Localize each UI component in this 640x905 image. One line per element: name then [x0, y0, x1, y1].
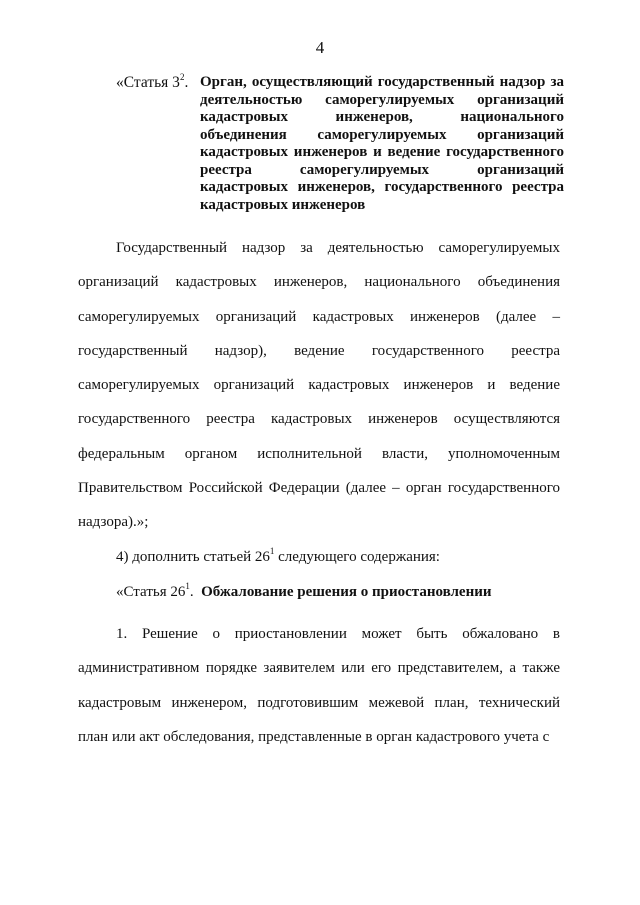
article-26-1-label-suffix: .	[189, 584, 194, 600]
article-3-2-label	[116, 71, 200, 214]
amendment-4-prefix: 4) дополнить статьей 26	[116, 549, 270, 565]
article-3-2-label-sup: 2	[179, 71, 185, 82]
article-3-2-title: Орган, осуществляющий государственный надзор за деятельностью саморегулируемых организаций кадастровых инженеров, национального объединения саморегулируемых организаций кадастровых инженеров и ведение государственного реестра саморегулируемых организаций кадастровых инженеров, государственного реестра кадастровых инженеров	[200, 74, 564, 213]
article-26-1-label-prefix: «Статья 26	[116, 584, 186, 600]
article-3-2-label-prefix: «Статья 3	[116, 74, 180, 91]
amendment-4	[78, 540, 560, 574]
article-3-2-label-suffix: .	[184, 74, 189, 91]
article-26-1-label-sup: 1	[185, 581, 190, 591]
article-3-2-body: Государственный надзор за деятельностью саморегулируемых организаций кадастровых инженеров, национального объединения саморегулируемых организаций кадастровых инженеров (далее – государственный надзор), ведение государственного реестра саморегулируемых организаций кадастровых инженеров и ведение государственного реестра кадастровых инженеров осуществляются федеральным органом исполнительной власти, уполномоченным Правительством Российской Федерации (далее – орган государственного надзора).»;	[78, 240, 560, 531]
article-26-1-item-1: 1. Решение о приостановлении может быть обжаловано в административном порядке заявителем или его представителем, а также кадастровым инженером, подготовившим межевой план, технический план или акт обследования, представленные в орган кадастрового учета с	[78, 626, 560, 745]
article-3-2-heading	[116, 71, 564, 214]
amendment-4-suffix: следующего содержания:	[274, 549, 440, 565]
amendment-4-sup: 1	[269, 546, 275, 556]
article-26-1-title: Обжалование решения о приостановлении	[201, 584, 492, 600]
article-26-1-heading	[116, 575, 566, 609]
page-number: 4	[315, 38, 325, 57]
